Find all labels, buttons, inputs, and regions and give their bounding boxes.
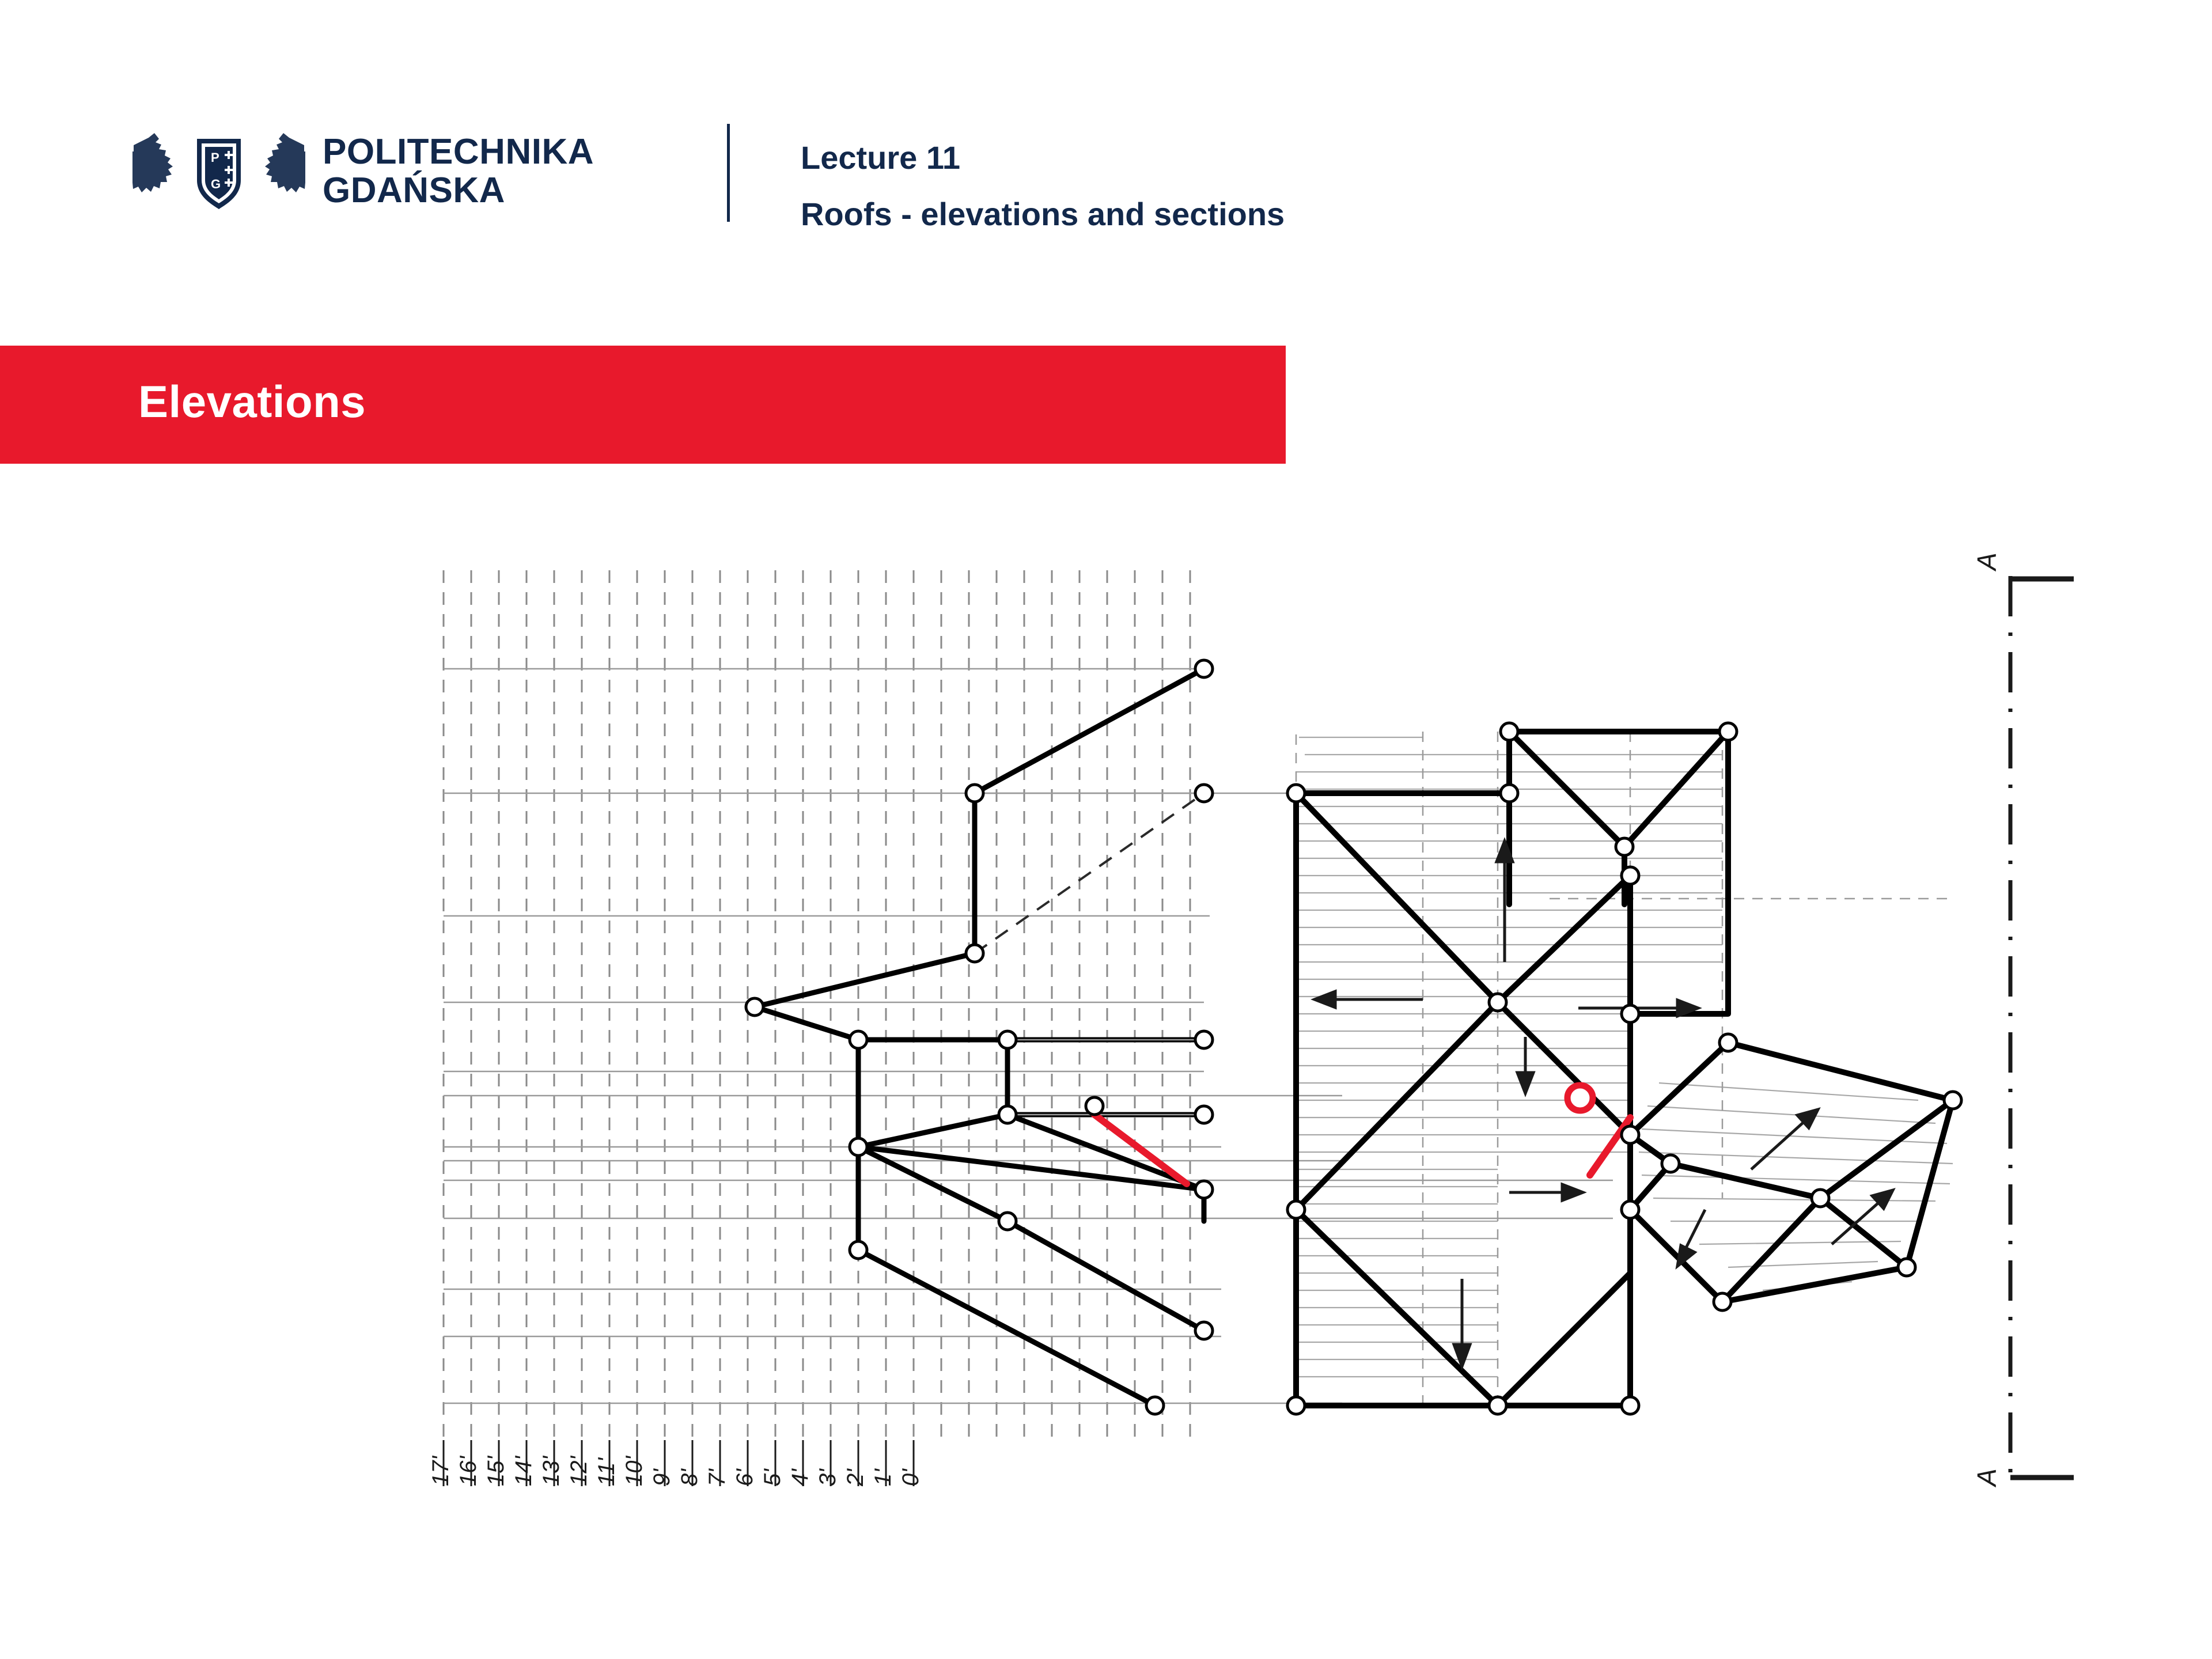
header-divider (727, 124, 730, 222)
svg-text:G: G (211, 177, 221, 191)
svg-text:10': 10' (622, 1456, 647, 1486)
roof-plan-outline (1296, 732, 1953, 1406)
highlight-point-marker (1567, 1085, 1630, 1175)
university-logo (132, 124, 594, 219)
svg-text:16': 16' (456, 1456, 481, 1486)
ordinate-grid (444, 570, 1190, 1440)
elevation-hidden-line (975, 793, 1204, 953)
svg-text:7': 7' (704, 1469, 730, 1486)
svg-text:13': 13' (539, 1456, 564, 1486)
roof-projection-drawing (0, 507, 2212, 1659)
section-title: Elevations (138, 376, 366, 427)
lecture-topic: Roofs - elevations and sections (801, 196, 1285, 232)
section-banner (0, 346, 1286, 464)
university-name-line2: GDAŃSKA (323, 170, 505, 210)
svg-text:2': 2' (843, 1469, 868, 1486)
svg-text:3': 3' (815, 1469, 840, 1486)
svg-text:P: P (211, 150, 219, 165)
university-name-line1: POLITECHNIKA (323, 131, 594, 172)
svg-text:11': 11' (594, 1457, 619, 1486)
svg-text:6': 6' (732, 1469, 757, 1486)
elevation-outline (755, 669, 1204, 1406)
svg-text:5': 5' (760, 1469, 785, 1486)
svg-text:14': 14' (511, 1456, 536, 1486)
svg-text:1': 1' (870, 1469, 896, 1486)
svg-text:15': 15' (483, 1456, 509, 1486)
ordinate-labels (428, 1440, 923, 1487)
page-header (0, 0, 2212, 334)
svg-text:A: A (1972, 552, 2002, 570)
svg-text:8': 8' (677, 1469, 702, 1486)
svg-text:4': 4' (787, 1469, 813, 1486)
svg-text:9': 9' (649, 1469, 675, 1486)
svg-text:17': 17' (428, 1456, 453, 1486)
svg-text:12': 12' (566, 1456, 592, 1486)
lecture-info (801, 130, 1285, 243)
highlight-edge (1094, 1115, 1187, 1184)
section-line-a-a (1972, 552, 2074, 1488)
svg-text:0': 0' (898, 1469, 923, 1486)
projection-lines (444, 669, 1613, 1403)
lecture-number: Lecture 11 (801, 139, 961, 176)
university-name (323, 133, 594, 210)
pg-crest-icon (132, 124, 305, 219)
svg-text:A: A (1972, 1468, 2002, 1486)
